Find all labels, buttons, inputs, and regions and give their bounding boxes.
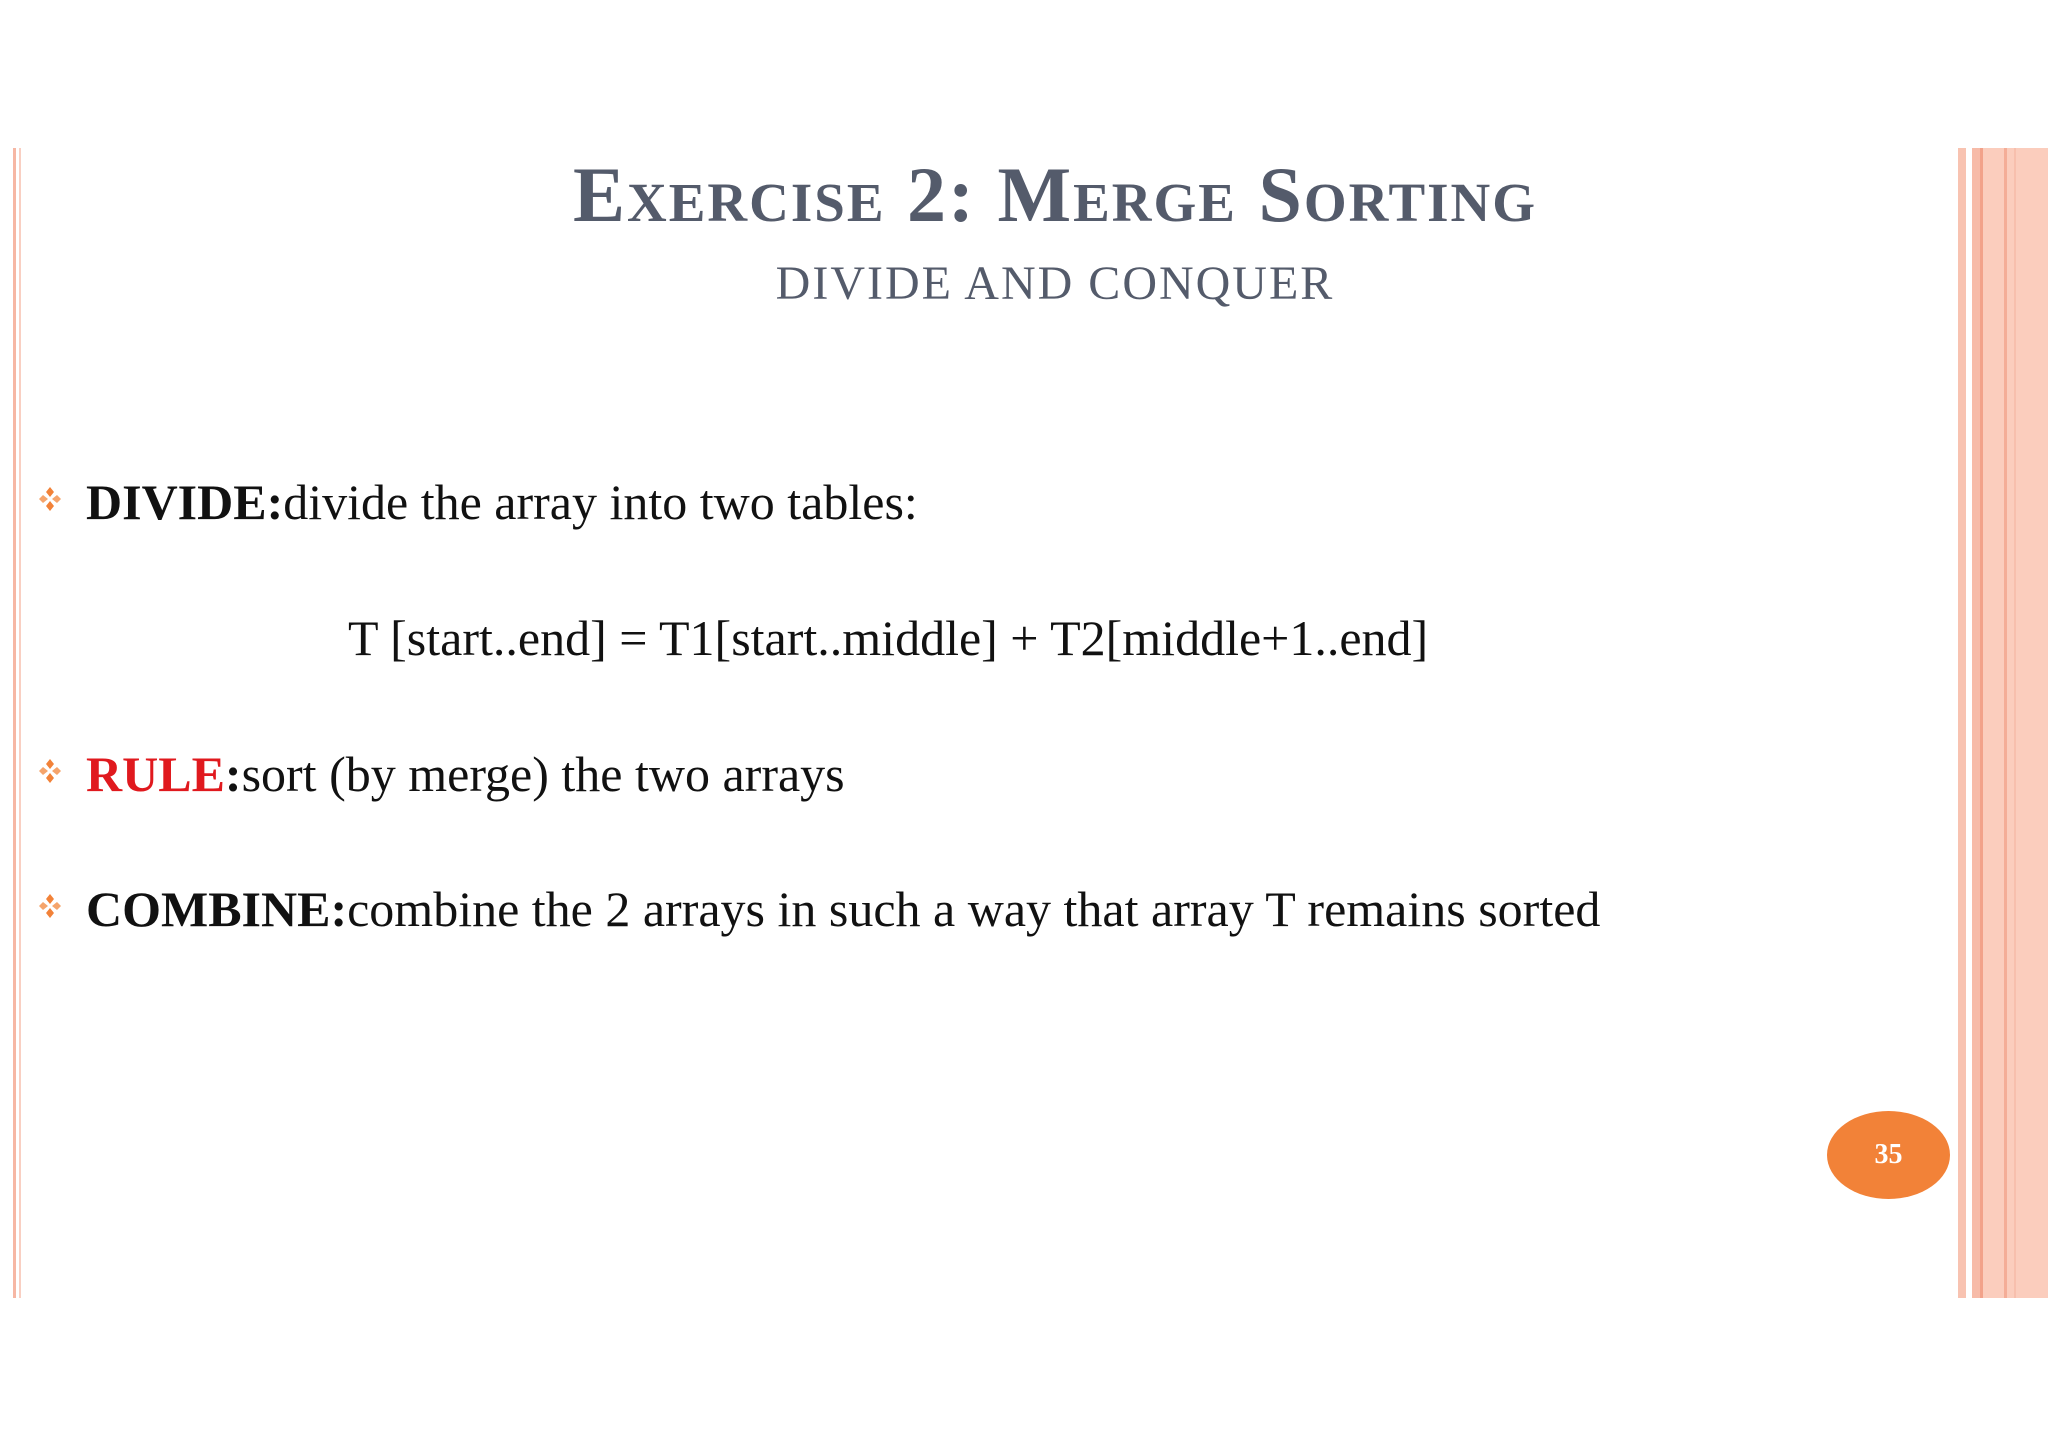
- title-word: erge: [1073, 151, 1237, 238]
- bullet-rule: [36, 745, 845, 803]
- bullet-text: sort (by merge) the two arrays: [241, 746, 845, 802]
- four-diamond-bullet-icon: [36, 892, 64, 920]
- bullet-text: combine the 2 arrays in such a way that array T remains sorted: [347, 881, 1601, 937]
- title-word: orting: [1303, 151, 1538, 238]
- bullet-colon: :: [224, 746, 242, 802]
- right-decorative-band: [1958, 148, 2048, 1298]
- page-number-badge: 35: [1827, 1111, 1950, 1199]
- band-stripe: [1972, 148, 1980, 1298]
- title-number: 2:: [885, 151, 998, 238]
- title-letter: S: [1258, 151, 1304, 238]
- band-stripe: [2014, 148, 2016, 1298]
- formula: T [start..end] = T1[start..middle] + T2[middle+1..end]: [348, 610, 1429, 666]
- title-letter: M: [997, 151, 1074, 238]
- band-stripe: [2004, 148, 2007, 1298]
- bullet-keyword: RULE: [86, 746, 225, 802]
- four-diamond-bullet-icon: [36, 757, 64, 785]
- bullet-text: divide the array into two tables:: [283, 474, 918, 530]
- slide-subtitle: DIVIDE AND CONQUER: [775, 257, 1335, 310]
- band-stripe: [1958, 148, 1966, 1298]
- left-border-line-inner: [19, 148, 21, 1298]
- band-stripe: [1980, 148, 1983, 1298]
- title-word: xercise: [626, 151, 886, 238]
- bullet-combine: [36, 880, 1600, 938]
- left-border-line: [13, 148, 16, 1298]
- bullet-keyword: DIVIDE:: [86, 474, 284, 530]
- four-diamond-bullet-icon: [36, 485, 64, 513]
- slide-title: [0, 150, 2048, 240]
- bullet-keyword: COMBINE:: [86, 881, 348, 937]
- title-letter: E: [572, 151, 627, 238]
- bullet-divide: [36, 473, 918, 531]
